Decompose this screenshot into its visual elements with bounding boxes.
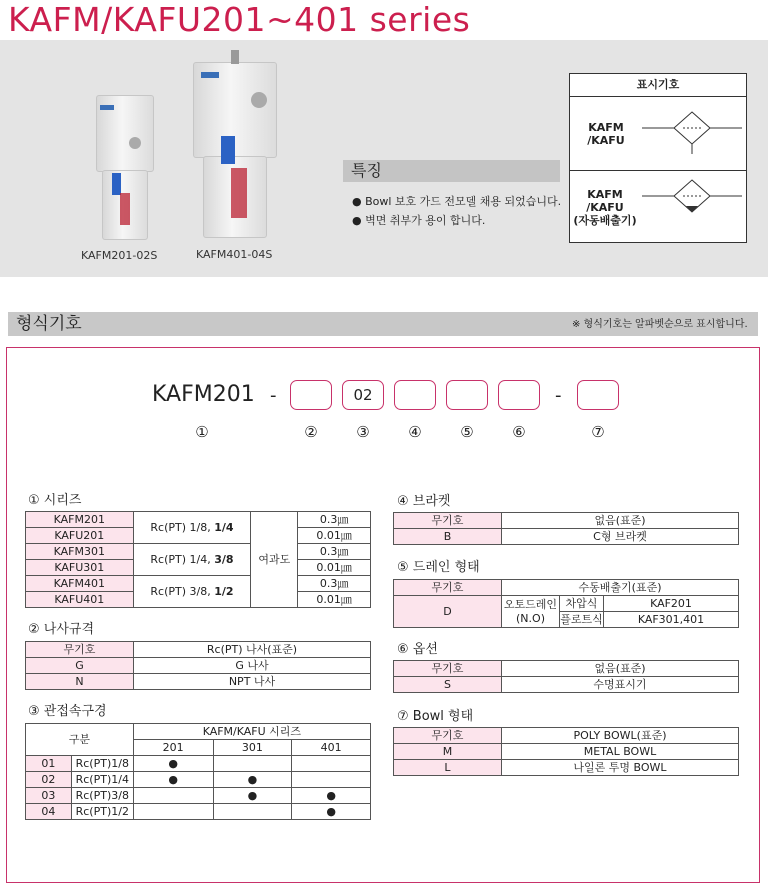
port-table: [25, 723, 371, 820]
thread-table: [25, 641, 371, 690]
table-cell: 무기호: [394, 661, 502, 677]
table-cell: S: [394, 677, 502, 693]
code-number: ⑤: [460, 423, 474, 441]
code-number: ⑥: [512, 423, 526, 441]
bracket-table: [393, 512, 739, 545]
table-cell: Rc(PT)1/8: [71, 756, 133, 772]
code-box-7: [577, 380, 619, 410]
code-number: ②: [304, 423, 318, 441]
table-cell: 401: [292, 740, 371, 756]
symbol-label: KAFM /KAFU: [587, 121, 625, 147]
table-cell: 무기호: [394, 728, 502, 744]
series-fineness: 0.01㎛: [298, 560, 371, 576]
product-caption-kafm401: KAFM401-04S: [196, 248, 273, 261]
series-fineness: 0.3㎛: [298, 544, 371, 560]
code-box-4: [394, 380, 436, 410]
code-number: ④: [408, 423, 422, 441]
table-cell: ●: [133, 772, 213, 788]
table-cell: B: [394, 529, 502, 545]
filter-auto-drain-symbol-icon: [642, 178, 742, 228]
table-cell: METAL BOWL: [502, 744, 739, 760]
series-model: KAFM401: [26, 576, 134, 592]
product-image-kafm401: [193, 50, 275, 240]
code-box-5: [446, 380, 488, 410]
table-cell: D: [394, 596, 502, 628]
table-cell: KAFM/KAFU 시리즈: [133, 724, 370, 740]
product-image-kafm201: [96, 95, 152, 245]
table-cell: 차압식: [560, 596, 604, 612]
feature-item: ● 벽면 취부가 용이 합니다.: [352, 214, 486, 227]
code-number: ⑦: [591, 423, 605, 441]
series-fineness: 0.01㎛: [298, 592, 371, 608]
table-cell: ●: [213, 772, 292, 788]
section-title: 형식기호: [16, 314, 82, 334]
table-cell: KAF201: [604, 596, 739, 612]
table-cell: ●: [213, 788, 292, 804]
code-number: ①: [195, 423, 209, 441]
table-cell: M: [394, 744, 502, 760]
filter-label: 여과도: [251, 512, 298, 608]
series-model: KAFM201: [26, 512, 134, 528]
table-cell: Rc(PT) 나사(표준): [134, 642, 371, 658]
dash: -: [270, 385, 277, 406]
table-cell: 무기호: [394, 513, 502, 529]
series-table: [25, 511, 371, 608]
table-cell: 플로트식: [560, 612, 603, 626]
code-box-6: [498, 380, 540, 410]
table-cell: Rc(PT)1/4: [71, 772, 133, 788]
table-cell: 02: [26, 772, 72, 788]
drain-heading: ⑤ 드레인 형태: [397, 560, 480, 575]
filter-symbol-icon: [642, 110, 742, 160]
table-cell: [292, 756, 371, 772]
series-model: KAFM301: [26, 544, 134, 560]
series-model: KAFU201: [26, 528, 134, 544]
option-table: [393, 660, 739, 693]
features-heading: 특징: [343, 160, 560, 182]
symbol-heading: 표시기호: [570, 74, 746, 97]
table-cell: 수동배출기(표준): [502, 580, 739, 596]
table-cell: 없음(표준): [502, 661, 739, 677]
table-cell: C형 브라켓: [502, 529, 739, 545]
drain-table: [393, 579, 739, 628]
thread-heading: ② 나사규격: [28, 622, 95, 637]
series-model: KAFU401: [26, 592, 134, 608]
table-cell: 수명표시기: [502, 677, 739, 693]
table-cell: N: [26, 674, 134, 690]
table-cell: 무기호: [26, 642, 134, 658]
table-cell: [213, 756, 292, 772]
series-model: KAFU301: [26, 560, 134, 576]
section-note: ※ 형식기호는 알파벳순으로 표시합니다.: [572, 319, 748, 330]
table-cell: [292, 772, 371, 788]
option-heading: ⑥ 옵션: [397, 642, 438, 657]
table-cell: 무기호: [394, 580, 502, 596]
dash: -: [555, 385, 562, 406]
bowl-table: [393, 727, 739, 776]
table-cell: L: [394, 760, 502, 776]
feature-item: ● Bowl 보호 가드 전모델 채용 되었습니다.: [352, 195, 562, 208]
series-thread: Rc(PT) 1/4, 3/8: [133, 544, 251, 576]
series-thread: Rc(PT) 1/8, 1/4: [133, 512, 251, 544]
page-title: KAFM/KAFU201~401 series: [8, 0, 471, 39]
model-base: KAFM201: [152, 382, 255, 407]
series-fineness: 0.01㎛: [298, 528, 371, 544]
table-cell: G: [26, 658, 134, 674]
table-cell: 03: [26, 788, 72, 804]
code-box-2: [290, 380, 332, 410]
bowl-heading: ⑦ Bowl 형태: [397, 709, 474, 724]
table-cell: ●: [292, 788, 371, 804]
port-heading: ③ 관접속구경: [28, 704, 107, 719]
table-cell: Rc(PT)1/2: [71, 804, 133, 820]
table-cell: [133, 788, 213, 804]
table-cell: 04: [26, 804, 72, 820]
table-cell: 오토드레인 (N.O): [502, 596, 560, 628]
symbol-box: [569, 73, 747, 243]
table-cell: [213, 804, 292, 820]
table-cell: 없음(표준): [502, 513, 739, 529]
table-cell: NPT 나사: [134, 674, 371, 690]
table-cell: 201: [133, 740, 213, 756]
table-cell: 구분: [26, 724, 134, 756]
series-thread: Rc(PT) 3/8, 1/2: [133, 576, 251, 608]
product-caption-kafm201: KAFM201-02S: [81, 249, 158, 262]
table-cell: 301: [213, 740, 292, 756]
table-cell: G 나사: [134, 658, 371, 674]
code-box-3: 02: [342, 380, 384, 410]
table-cell: ●: [133, 756, 213, 772]
table-cell: ●: [292, 804, 371, 820]
series-fineness: 0.3㎛: [298, 512, 371, 528]
code-number: ③: [356, 423, 370, 441]
table-cell: Rc(PT)3/8: [71, 788, 133, 804]
table-cell: [133, 804, 213, 820]
series-fineness: 0.3㎛: [298, 576, 371, 592]
table-cell: 나일론 투명 BOWL: [502, 760, 739, 776]
table-cell: POLY BOWL(표준): [502, 728, 739, 744]
table-cell: 01: [26, 756, 72, 772]
series-heading: ① 시리즈: [28, 493, 82, 508]
table-cell: KAF301,401: [604, 612, 739, 628]
bracket-heading: ④ 브라켓: [397, 494, 451, 509]
symbol-label-auto: KAFM /KAFU (자동배출기): [573, 188, 637, 227]
